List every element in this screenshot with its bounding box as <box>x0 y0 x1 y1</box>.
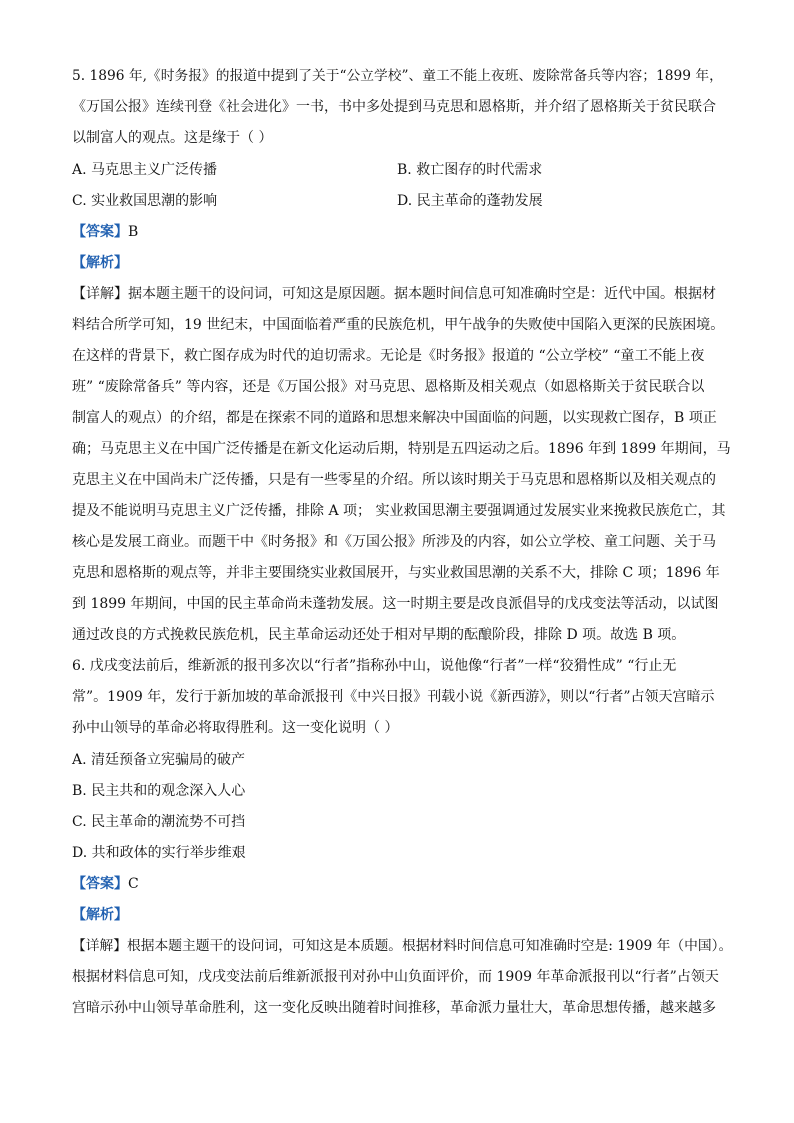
q6-answer-label: 【答案】 <box>72 876 128 892</box>
q6-stem-line-3: 孙中山领导的革命必将取得胜利。这一变化说明（ ） <box>72 720 399 736</box>
q5-answer <box>72 222 732 242</box>
q5-option-c: C. 实业救国思潮的影响 <box>72 193 218 209</box>
q5-detail-line-9: 核心是发展工商业。而题干中《时务报》和《万国公报》所涉及的内容，如公立学校、童工问题、关于马 <box>72 534 716 550</box>
q5-detail-line-7: 克思主义在中国尚未广泛传播，只是有一些零星的介绍。所以该时期关于马克思和恩格斯以及相关观点的 <box>72 472 716 488</box>
q6-detail-label: 【详解】 <box>72 938 128 954</box>
q6-detail-line-1 <box>72 936 732 956</box>
q5-answer-value: B <box>128 224 139 240</box>
q5-detail-line-1 <box>72 284 732 304</box>
q5-detail-line-12: 通过改良的方式挽救民族危机，民主革命运动还处于相对早期的酝酿阶段，排除 D 项。故选 B 项。 <box>72 627 686 643</box>
q5-stem-line-3: 以制富人的观点。这是缘于（ ） <box>72 130 273 146</box>
q6-answer <box>72 874 732 894</box>
q5-analysis-label: 【解析】 <box>72 255 128 271</box>
q6-option-d: D. 共和政体的实行举步维艰 <box>72 845 246 861</box>
q5-detail-line-11: 到 1899 年期间，中国的民主革命尚未蓬勃发展。这一时期主要是改良派倡导的戊戌变法等活动，以试图 <box>72 596 719 612</box>
q6-stem-line-1: 6. 戊戌变法前后，维新派的报刊多次以“行者”指称孙中山，说他像“行者”一样“狡猾性成” “行止无 <box>72 658 677 674</box>
q6-analysis-label: 【解析】 <box>72 907 128 923</box>
q5-detail-line-2: 料结合所学可知，19 世纪末，中国面临着严重的民族危机，甲午战争的失败使中国陷入更深的民族困境。 <box>72 317 725 333</box>
q6-stem-line-2: 常”。1909 年，发行于新加坡的革命派报刊《中兴日报》刊载小说《新西游》，则以“行者”占领天宫暗示 <box>72 689 715 705</box>
q6-detail-line-3: 宫暗示孙中山领导革命胜利，这一变化反映出随着时间推移，革命派力量壮大，革命思想传播，越来越多 <box>72 1000 716 1016</box>
q6-option-b: B. 民主共和的观念深入人心 <box>72 783 246 799</box>
q5-detail-line-10: 克思和恩格斯的观点等，并非主要围绕实业救国展开，与实业救国思潮的关系不大，排除 C 项；1896 年 <box>72 565 720 581</box>
q5-detail-text-1: 据本题主题干的设问词，可知这是原因题。据本题时间信息可知准确时空是：近代中国。根据材 <box>128 286 716 302</box>
q6-answer-value: C <box>128 876 139 892</box>
q5-answer-label: 【答案】 <box>72 224 128 240</box>
q5-detail-line-6: 确；马克思主义在中国广泛传播是在新文化运动后期，特别是五四运动之后。1896 年到 1899 年期间，马 <box>72 441 731 457</box>
q6-option-c: C. 民主革命的潮流势不可挡 <box>72 814 246 830</box>
q5-stem-line-2: 《万国公报》连续刊登《社会进化》一书，书中多处提到马克思和恩格斯，并介绍了恩格斯关于贫民联合 <box>72 99 716 115</box>
q5-detail-line-3: 在这样的背景下，救亡图存成为时代的迫切需求。无论是《时务报》报道的 “公立学校” “童工不能上夜 <box>72 348 705 364</box>
q6-detail-line-2: 根据材料信息可知，戊戌变法前后维新派报刊对孙中山负面评价，而 1909 年革命派报刊以“行者”占领天 <box>72 969 719 985</box>
q5-option-d: D. 民主革命的蓬勃发展 <box>397 193 543 209</box>
q6-detail-text-1: 根据本题主题干的设问词，可知这是本质题。根据材料时间信息可知准确时空是: 1909 年（中国）。 <box>127 938 733 954</box>
q5-detail-line-5: 制富人的观点）的介绍，都是在探索不同的道路和思想来解决中国面临的问题，以实现救亡图存，B 项正 <box>72 410 717 426</box>
q5-option-a: A. 马克思主义广泛传播 <box>72 162 218 178</box>
q6-option-a: A. 清廷预备立宪骗局的破产 <box>72 752 246 768</box>
q5-option-b: B. 救亡图存的时代需求 <box>397 162 543 178</box>
q5-detail-line-8: 提及不能说明马克思主义广泛传播，排除 A 项； 实业救国思潮主要强调通过发展实业来挽救民族危亡，其 <box>72 503 726 519</box>
q5-detail-line-4: 班” “废除常备兵” 等内容，还是《万国公报》对马克思、恩格斯及相关观点（如恩格斯关于贫民联合以 <box>72 379 705 395</box>
q5-detail-label: 【详解】 <box>72 286 128 302</box>
q5-stem-line-1: 5. 1896 年,《时务报》的报道中提到了关于“公立学校”、童工不能上夜班、废除常备兵等内容；1899 年， <box>72 68 723 84</box>
